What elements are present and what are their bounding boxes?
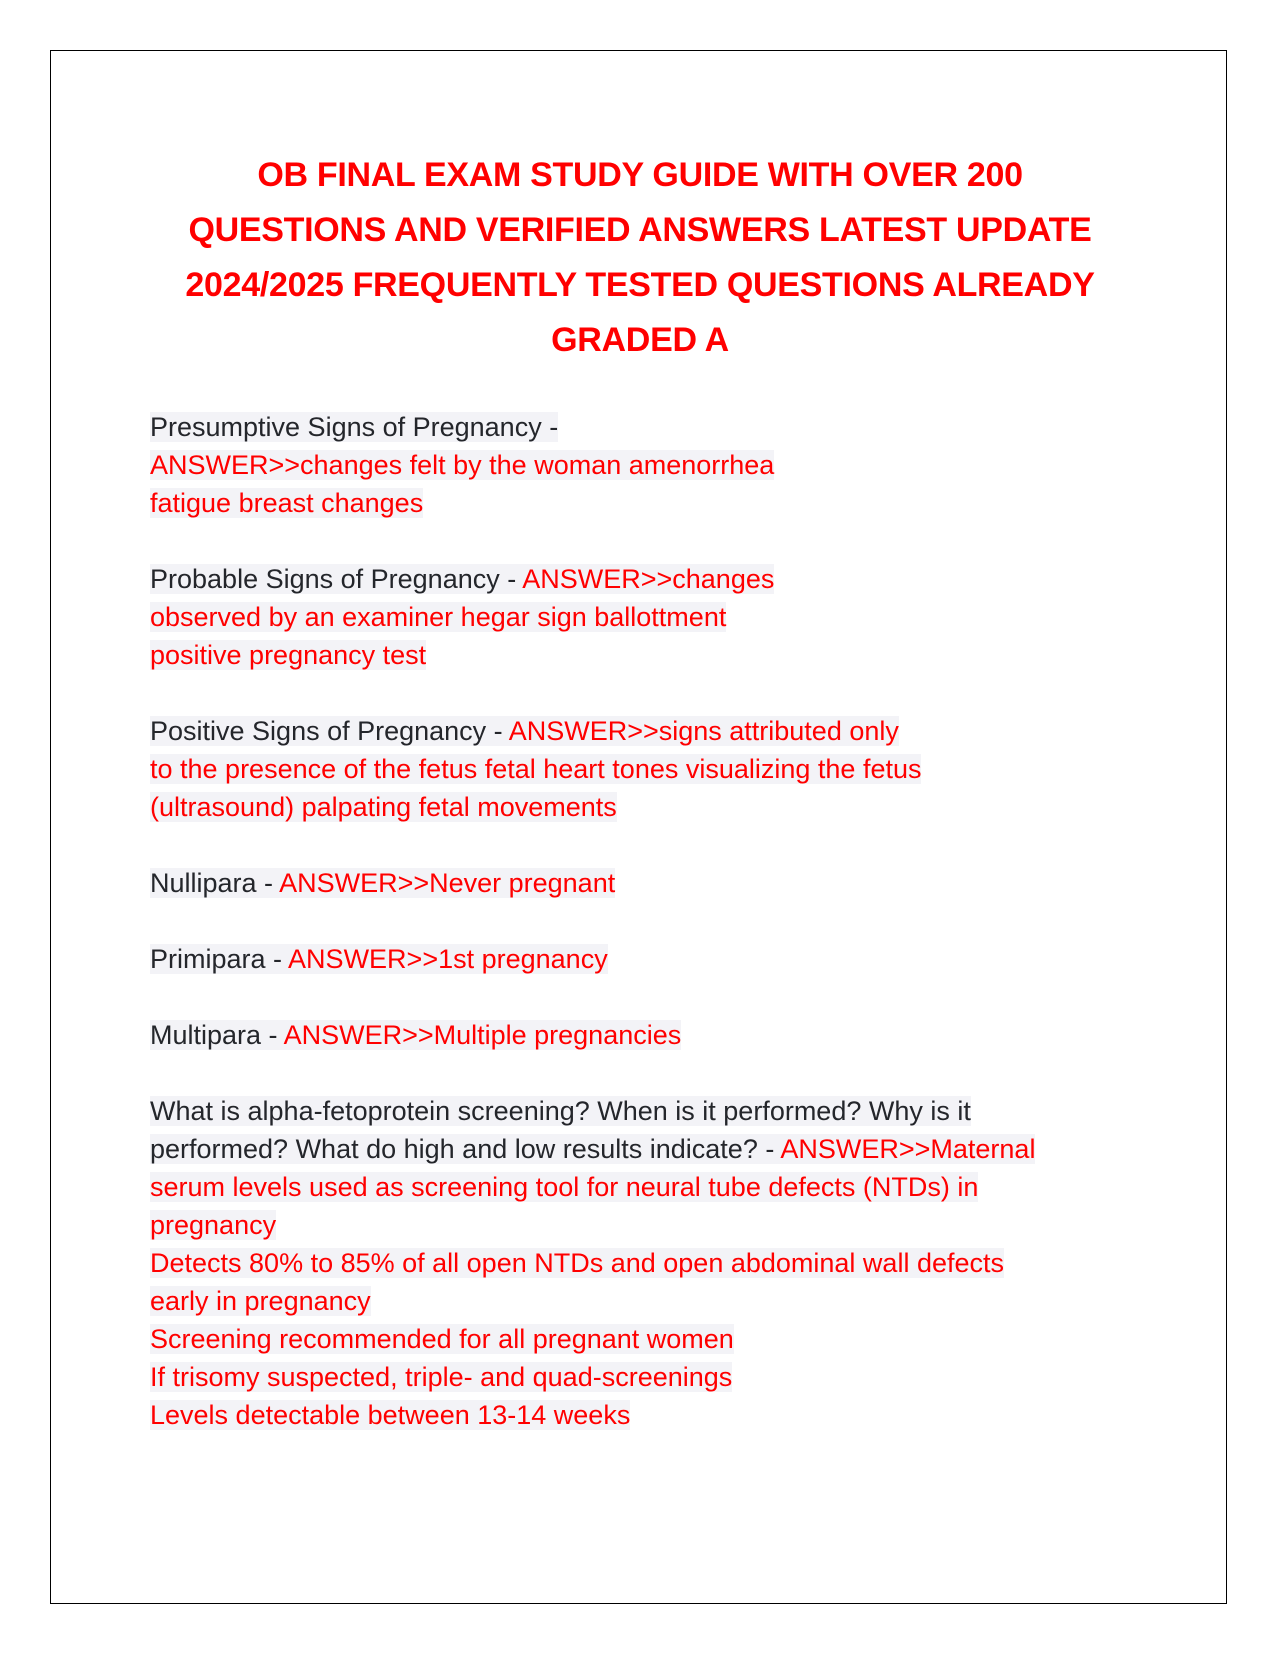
entry-line (150, 598, 1150, 636)
qa-content (150, 408, 1150, 1472)
title-line: GRADED A (551, 321, 729, 359)
entry-line (150, 636, 1150, 674)
answer-text: Detects 80% to 85% of all open NTDs and open abdominal wall defects (150, 1248, 1004, 1278)
question-text: Presumptive Signs of Pregnancy - (150, 412, 559, 442)
question-text: performed? What do high and low results indicate? - (150, 1134, 781, 1164)
qa-entry (150, 1092, 1150, 1434)
document-title (150, 148, 1130, 368)
title-line: 2024/2025 FREQUENTLY TESTED QUESTIONS ALREADY (185, 266, 1095, 304)
answer-text: ANSWER>>Multiple pregnancies (283, 1020, 682, 1050)
entry-line (150, 1130, 1150, 1168)
qa-entry (150, 864, 1150, 902)
entry-line (150, 712, 1150, 750)
entry-line (150, 560, 1150, 598)
entry-line (150, 1358, 1150, 1396)
entry-line (150, 1244, 1150, 1282)
answer-text: observed by an examiner hegar sign ballottment (150, 602, 727, 632)
answer-text: ANSWER>>Never pregnant (279, 868, 616, 898)
entry-line (150, 484, 1150, 522)
entry-line (150, 1206, 1150, 1244)
qa-entry (150, 1016, 1150, 1054)
answer-text: ANSWER>>1st pregnancy (288, 944, 608, 974)
answer-text: positive pregnancy test (150, 640, 427, 670)
entry-line (150, 864, 1150, 902)
question-text: What is alpha-fetoprotein screening? When is it performed? Why is it (150, 1096, 971, 1126)
question-text: Positive Signs of Pregnancy - (150, 716, 509, 746)
answer-text: ANSWER>>signs attributed only (508, 716, 899, 746)
answer-text: ANSWER>>changes felt by the woman amenorrhea (150, 450, 775, 480)
answer-text: Levels detectable between 13-14 weeks (150, 1400, 631, 1430)
question-text: Multipara - (150, 1020, 284, 1050)
qa-entry (150, 712, 1150, 826)
answer-text: serum levels used as screening tool for neural tube defects (NTDs) in (150, 1172, 979, 1202)
entry-line (150, 788, 1150, 826)
entry-line (150, 940, 1150, 978)
entry-line (150, 750, 1150, 788)
answer-text: early in pregnancy (150, 1286, 371, 1316)
qa-entry (150, 560, 1150, 674)
answer-text: to the presence of the fetus fetal heart tones visualizing the fetus (150, 754, 922, 784)
question-text: Probable Signs of Pregnancy - (150, 564, 523, 594)
entry-line (150, 1092, 1150, 1130)
question-text: Nullipara - (150, 868, 280, 898)
answer-text: fatigue breast changes (150, 488, 424, 518)
entry-line (150, 1282, 1150, 1320)
answer-text: If trisomy suspected, triple- and quad-screenings (150, 1362, 733, 1392)
title-line: QUESTIONS AND VERIFIED ANSWERS LATEST UPDATE (188, 211, 1092, 249)
entry-line (150, 1396, 1150, 1434)
answer-text: pregnancy (150, 1210, 277, 1240)
qa-entry (150, 940, 1150, 978)
entry-line (150, 1320, 1150, 1358)
answer-text: ANSWER>>Maternal (780, 1134, 1036, 1164)
title-line: OB FINAL EXAM STUDY GUIDE WITH OVER 200 (257, 156, 1023, 194)
entry-line (150, 1168, 1150, 1206)
answer-text: (ultrasound) palpating fetal movements (150, 792, 617, 822)
question-text: Primipara - (150, 944, 289, 974)
qa-entry (150, 408, 1150, 522)
entry-line (150, 446, 1150, 484)
answer-text: ANSWER>>changes (522, 564, 775, 594)
entry-line (150, 408, 1150, 446)
entry-line (150, 1016, 1150, 1054)
answer-text: Screening recommended for all pregnant women (150, 1324, 734, 1354)
